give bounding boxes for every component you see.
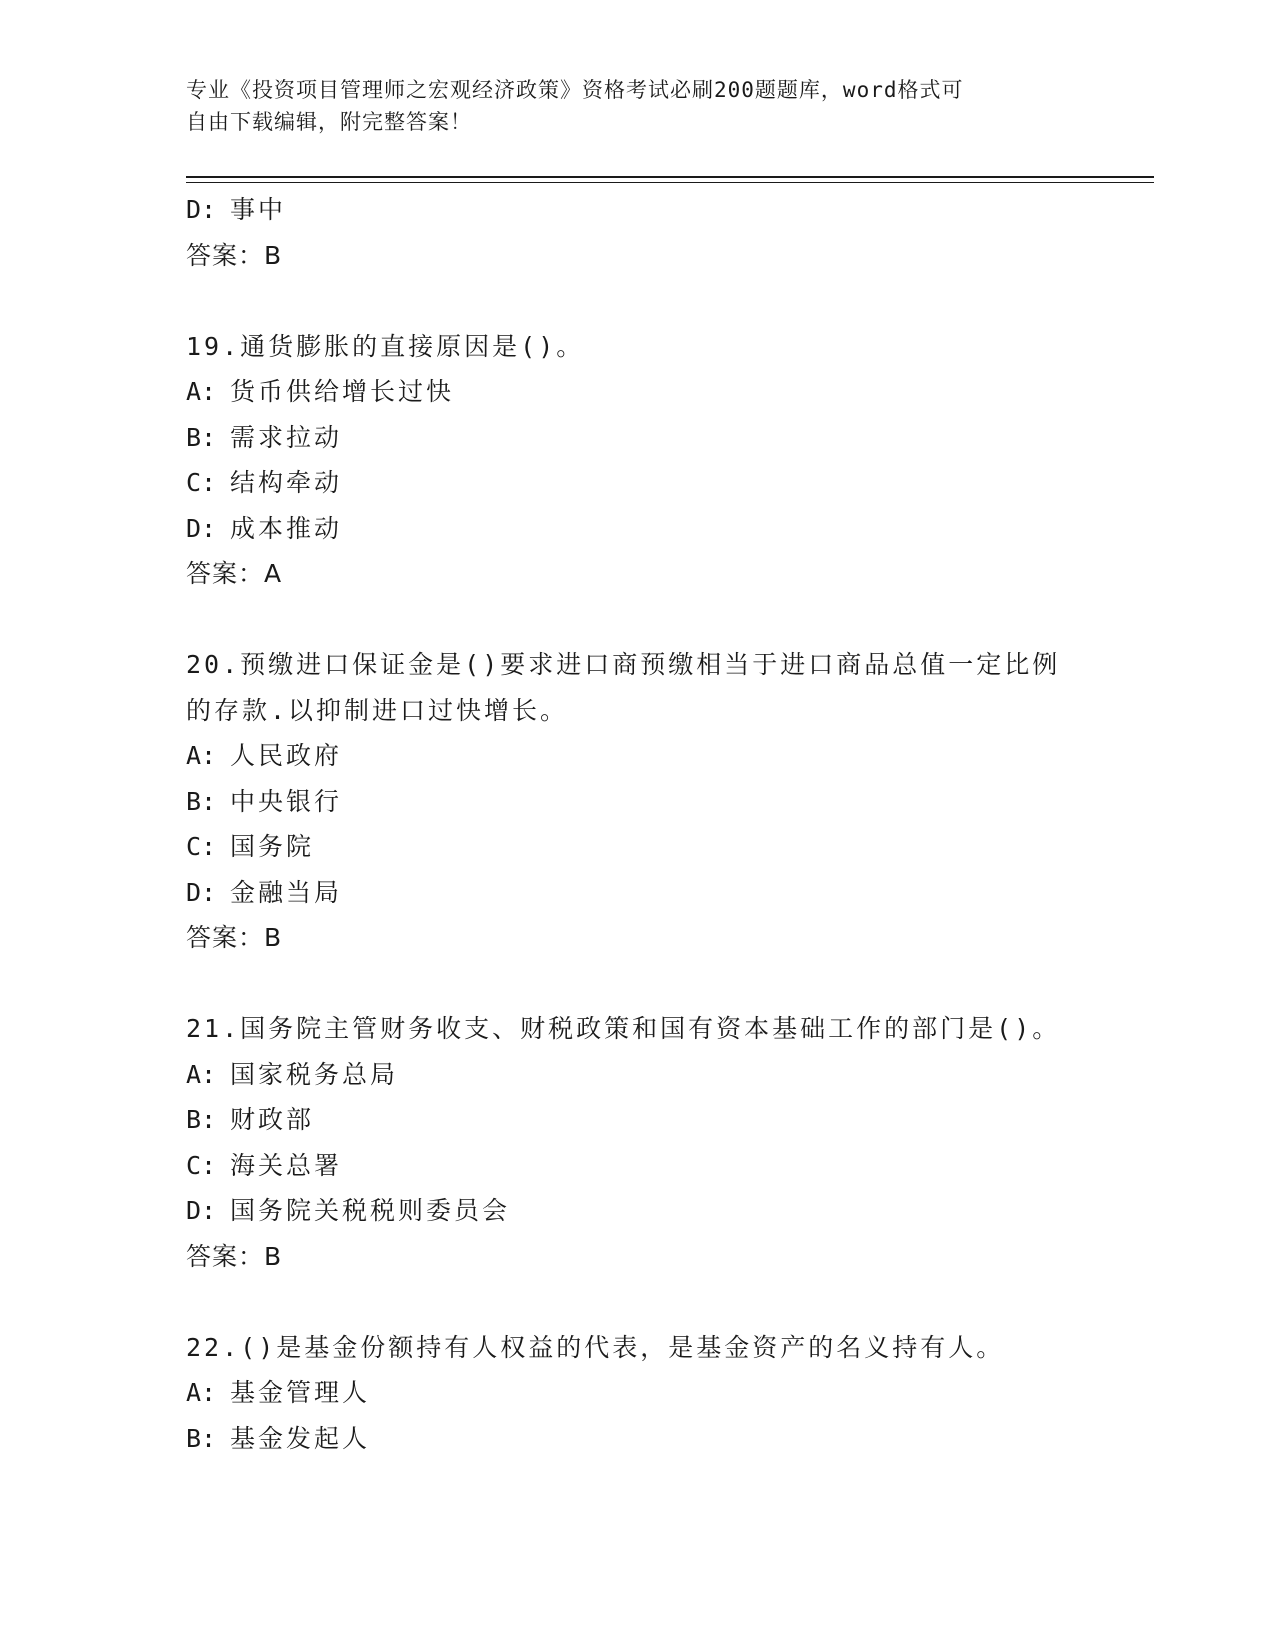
option-letter: A: xyxy=(186,1059,217,1089)
option-letter: B: xyxy=(186,1105,217,1134)
option-text: 结构牵动 xyxy=(230,468,343,497)
option-a xyxy=(186,733,1086,779)
option-letter: D: xyxy=(186,513,217,543)
header-divider-thin xyxy=(186,182,1154,183)
answer-line: 答案：B xyxy=(186,1241,283,1271)
option-text: 金融当局 xyxy=(230,877,343,907)
question-spacer xyxy=(186,961,1086,1007)
question-stem-continued: 的存款.以抑制进口过快增长。 xyxy=(186,695,569,725)
option-letter: B: xyxy=(186,786,217,816)
option-letter: B: xyxy=(186,1423,217,1453)
option-b xyxy=(186,1416,1086,1462)
option-text: 财政部 xyxy=(230,1105,315,1134)
option-d xyxy=(186,870,1086,916)
option-b xyxy=(186,1097,1086,1143)
option-letter: C: xyxy=(186,1150,217,1180)
option-letter: D: xyxy=(186,195,217,224)
option-text: 成本推动 xyxy=(230,513,343,543)
question-spacer xyxy=(186,597,1086,643)
option-d xyxy=(186,506,1086,552)
option-text: 海关总署 xyxy=(230,1150,343,1180)
question-stem: 21.国务院主管财务收支、财税政策和国有资本基础工作的部门是()。 xyxy=(186,1014,1061,1043)
option-a xyxy=(186,369,1086,415)
question-list xyxy=(186,187,1086,1461)
option-b xyxy=(186,779,1086,825)
option-text: 人民政府 xyxy=(230,741,343,770)
option-letter: D: xyxy=(186,877,217,907)
header-divider-thick xyxy=(186,176,1154,178)
option-letter: C: xyxy=(186,832,217,861)
option-text: 中央银行 xyxy=(230,786,343,816)
option-d xyxy=(186,1188,1086,1234)
option-b xyxy=(186,415,1086,461)
option-d xyxy=(186,187,1086,233)
document-header xyxy=(186,74,1066,138)
option-a xyxy=(186,1052,1086,1098)
option-c xyxy=(186,824,1086,870)
question-spacer xyxy=(186,278,1086,324)
question-stem: 20.预缴进口保证金是()要求进口商预缴相当于进口商品总值一定比例 xyxy=(186,650,1061,679)
option-letter: B: xyxy=(186,422,217,452)
answer-line: 答案：B xyxy=(186,240,283,270)
option-text: 需求拉动 xyxy=(230,422,343,452)
header-title-line-1: 专业《投资项目管理师之宏观经济政策》资格考试必刷200题题库，word格式可 xyxy=(186,78,964,102)
answer-line: 答案：B xyxy=(186,923,283,952)
option-letter: A: xyxy=(186,377,217,406)
option-text: 货币供给增长过快 xyxy=(230,377,455,406)
header-title-line-2: 自由下载编辑，附完整答案！ xyxy=(186,110,472,134)
option-text: 国家税务总局 xyxy=(230,1059,399,1089)
question-stem: 19.通货膨胀的直接原因是()。 xyxy=(186,331,585,361)
question-spacer xyxy=(186,1279,1086,1325)
option-a xyxy=(186,1370,1086,1416)
option-text: 国务院关税税则委员会 xyxy=(230,1196,511,1225)
answer-line: 答案：A xyxy=(186,559,283,588)
option-letter: A: xyxy=(186,1378,217,1407)
option-text: 国务院 xyxy=(230,832,315,861)
option-c xyxy=(186,460,1086,506)
option-text: 基金管理人 xyxy=(230,1378,371,1407)
option-letter: A: xyxy=(186,741,217,770)
option-letter: D: xyxy=(186,1196,217,1225)
question-stem: 22.()是基金份额持有人权益的代表，是基金资产的名义持有人。 xyxy=(186,1332,1005,1362)
option-text: 事中 xyxy=(230,195,287,224)
option-c xyxy=(186,1143,1086,1189)
option-letter: C: xyxy=(186,468,217,497)
option-text: 基金发起人 xyxy=(230,1423,371,1453)
